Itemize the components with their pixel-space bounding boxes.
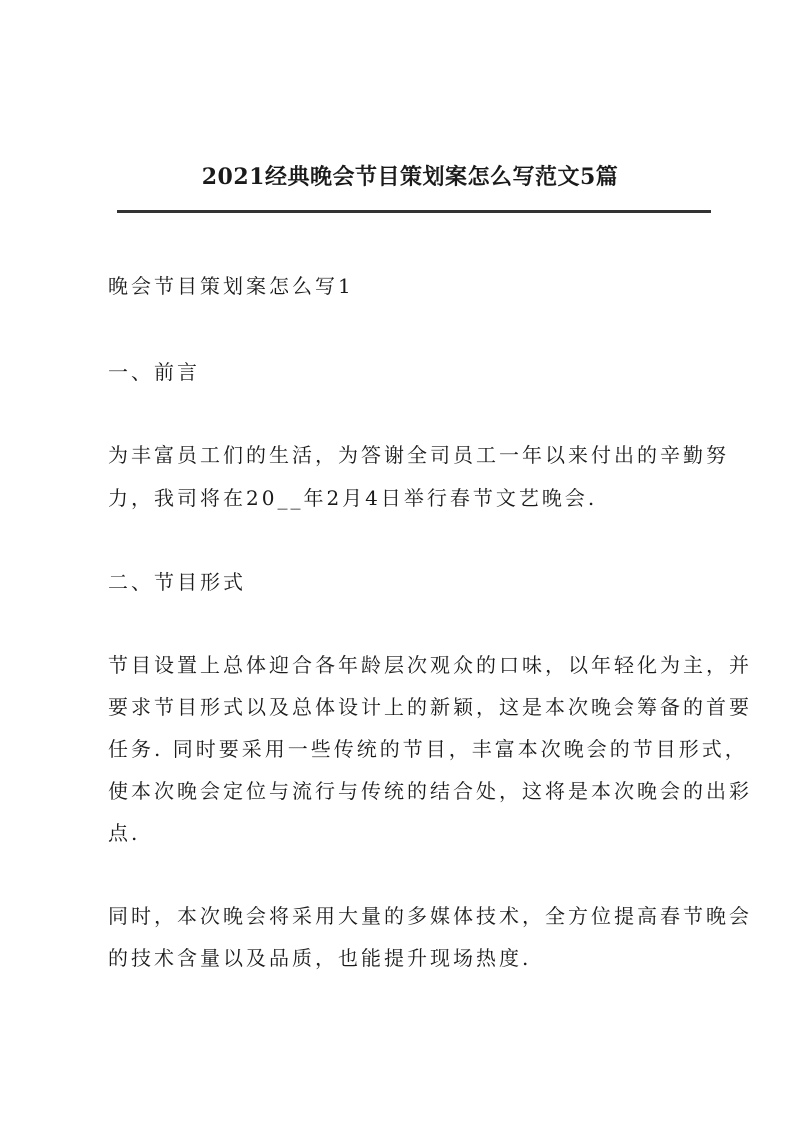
paragraph-line: 为丰富员工们的生活，为答谢全司员工一年以来付出的辛勤努 [108, 443, 729, 467]
paragraph-line: 力，我司将在20__年2月4日举行春节文艺晚会. [108, 486, 598, 510]
document-title: 2021经典晚会节目策划案怎么写范文5篇 [201, 164, 619, 190]
paragraph-line: 点. [108, 821, 141, 845]
paragraph-line: 要求节目形式以及总体设计上的新颖，这是本次晚会筹备的首要 [108, 695, 752, 719]
paragraph-line: 的技术含量以及品质，也能提升现场热度. [108, 946, 532, 970]
title-underline [117, 210, 711, 213]
paragraph-line: 任务. 同时要采用一些传统的节目，丰富本次晚会的节目形式， [108, 737, 748, 761]
paragraph-line: 同时，本次晚会将采用大量的多媒体技术，全方位提高春节晚会 [108, 904, 752, 928]
paragraph-line: 节目设置上总体迎合各年龄层次观众的口味，以年轻化为主，并 [108, 653, 752, 677]
paragraph-line: 使本次晚会定位与流行与传统的结合处，这将是本次晚会的出彩 [108, 779, 752, 803]
section-subtitle: 晚会节目策划案怎么写1 [108, 274, 354, 298]
section-heading-preface: 一、前言 [108, 360, 200, 384]
section-heading-program-format: 二、节目形式 [108, 570, 246, 594]
